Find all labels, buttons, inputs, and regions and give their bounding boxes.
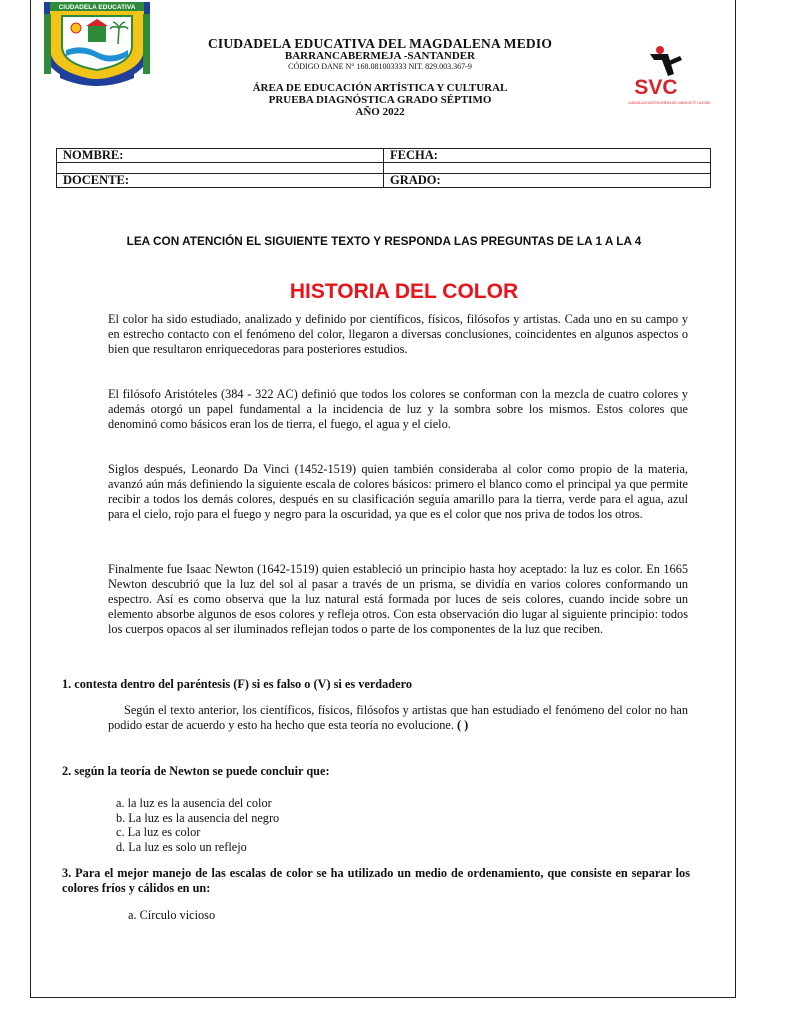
question-3-option-a[interactable]: a. Círculo vicioso: [128, 908, 216, 922]
question-2-prompt: 2. según la teoría de Newton se puede concluir que:: [62, 764, 330, 778]
option-a[interactable]: a. la luz es la ausencia del color: [116, 796, 272, 810]
info-spacer-right: [384, 163, 711, 174]
question-2-options: [116, 796, 279, 854]
info-spacer-left: [57, 163, 384, 174]
question-3-prompt: 3. Para el mejor manejo de las escalas de color se ha utilizado un medio de ordenamiento, que consiste en separar los colores fríos y cálidos en un:: [62, 866, 690, 895]
nombre-field[interactable]: NOMBRE:: [57, 149, 384, 163]
svc-logo-figure: [650, 54, 674, 76]
student-info-table: [56, 148, 711, 188]
question-1-statement: [108, 703, 688, 733]
paragraph-1: El color ha sido estudiado, analizado y definido por científicos, físicos, filósofos y artistas. Cada uno en su campo y en estrecho contacto con el fenómeno del color, llegaron a diversas conclusiones, coincidentes en algunos aspectos o bien que resultaron enriquecedoras para posteriores estudios.: [108, 312, 688, 356]
question-1-text: Según el texto anterior, los científicos, físicos, filósofos y artistas que han estudiado el fenómeno del color no han podido estar de acuerdo y esto ha hecho que esta teoría no evolucione.: [108, 703, 688, 732]
instructions: LEA CON ATENCIÓN EL SIGUIENTE TEXTO Y RESPONDA LAS PREGUNTAS DE LA 1 A LA 4: [126, 234, 642, 248]
school-crest: [38, 0, 156, 88]
reading-title: HISTORIA DEL COLOR: [289, 280, 519, 303]
question-1-prompt: 1. contesta dentro del paréntesis (F) si es falso o (V) si es verdadero: [62, 677, 412, 691]
exam-name: PRUEBA DIAGNÓSTICA GRADO SÉPTIMO: [268, 94, 492, 106]
grado-field[interactable]: GRADO:: [384, 174, 711, 188]
paragraph-3: Siglos después, Leonardo Da Vinci (1452-1519) quien también consideraba al color como propio de la materia, avanzó aún más definiendo la siguiente escala de colores básicos: primero el blanco como el principal ya que permite recibir a todos los demás colores, después en su clasificación seguía amarillo para la tierra, verde para el agua, azul para el cielo, rojo para el fuego y negro para la oscuridad, ya que es el color que nos priva de todos los otros.: [108, 462, 688, 521]
option-d[interactable]: d. La luz es solo un reflejo: [116, 839, 247, 854]
school-codes: CÓDIGO DANE N° 168.081003333 NIT. 829.003.367-9: [288, 62, 472, 71]
area-name: ÁREA DE EDUCACIÓN ARTÍSTICA Y CULTURAL: [252, 82, 508, 94]
fecha-field[interactable]: FECHA:: [384, 149, 711, 163]
option-c[interactable]: c. La luz es color: [116, 825, 201, 839]
info-row-1: [57, 149, 711, 163]
svc-logo: [628, 44, 730, 116]
school-city: BARRANCABERMEJA -SANTANDER: [284, 50, 476, 62]
svc-logo-caption: CIUDADELA DE NUESTRA SEÑORA DEL CAMINO DE FE Y ALEGRÍA: [628, 101, 730, 105]
crest-building: [88, 26, 106, 42]
paragraph-2: El filósofo Aristóteles (384 - 322 AC) definió que todos los colores se conforman con la mezcla de cuatro colores y además otorgó un papel fundamental a la incidencia de luz y la sombra sobre los mismos. Estos colores que denominó como básicos eran los de tierra, el fuego, el agua y el cielo.: [108, 387, 688, 431]
exam-heading: [160, 82, 600, 118]
info-row-spacer: [57, 163, 711, 174]
svc-logo-dot: [656, 46, 664, 54]
docente-field[interactable]: DOCENTE:: [57, 174, 384, 188]
crest-left-band: [44, 14, 51, 74]
info-row-2: [57, 174, 711, 188]
option-b[interactable]: b. La luz es la ausencia del negro: [116, 810, 280, 825]
paragraph-4: Finalmente fue Isaac Newton (1642-1519) quien estableció un principio hasta hoy aceptado: la luz es color. En 1665 Newton descubrió que la luz del sol al pasar a través de un prisma, se dividía en varios colores conformando un espectro. Así es como observa que la luz natural está formada por luces de seis colores, cuando incide sobre un elemento absorbe algunos de esos colores y refleja otros. Con esta observación dio lugar al siguiente principio: todos los cuerpos opacos al ser iluminados reflejan todos o parte de los componentes de la luz que reciben.: [108, 562, 688, 636]
svc-logo-letters: SVC: [634, 76, 678, 99]
school-name: CIUDADELA EDUCATIVA DEL MAGDALENA MEDIO: [207, 36, 553, 51]
exam-year: AÑO 2022: [355, 106, 405, 118]
crest-top-text: CIUDADELA EDUCATIVA: [58, 4, 136, 11]
answer-blank[interactable]: ( ): [453, 718, 469, 732]
crest-sun: [71, 23, 81, 33]
crest-right-band: [143, 14, 150, 74]
